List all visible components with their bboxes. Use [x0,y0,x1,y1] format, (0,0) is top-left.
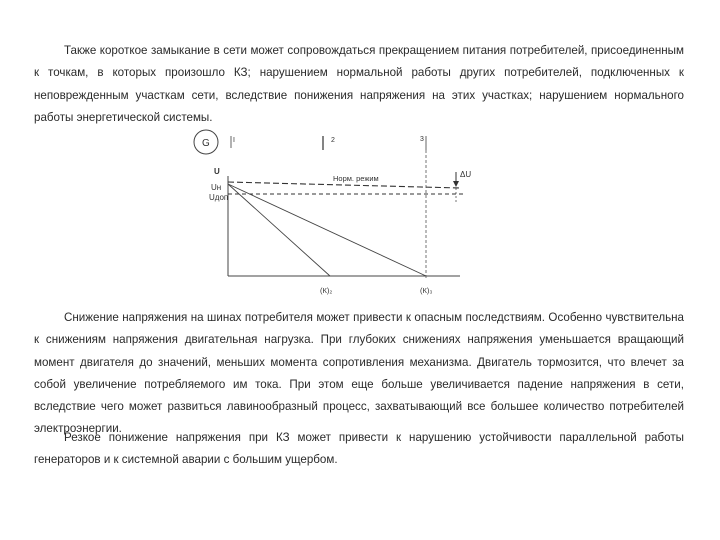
voltage-profile-diagram [180,128,480,300]
paragraph-voltage-drop: Снижение напряжения на шинах потребителя может привести к опасным последствиям. Особенно чувствительна к снижениям напряжения двигательная нагрузка. При глубоких снижениях напряжения уменьшается вращающий момент двигателя до значений, меньших момента сопротивления механизма. Двигатель тормозится, что влечет за собой увеличение потребляемого им тока. При этом еще больше увеличивается падение напряжения в сети, вследствие чего может развиться лавинообразный процесс, захватывающий все большее количество потребителей электроэнергии. [34,311,684,436]
delta-u-arrowhead [453,181,459,187]
fault-k3-label: (К)₃ [420,286,433,295]
u-axis-label: U [214,167,220,176]
u-min-label: Uдоп [209,193,229,202]
fault-k2-label: (К)₂ [320,286,333,295]
generator-label: G [202,138,210,149]
bus-label-1: I [233,137,235,144]
paragraph-stability: Резкое понижение напряжения при КЗ может привести к нарушению устойчивости параллельной работы генераторов и к системной аварии с большим ущербом. [34,431,684,467]
bus-label-3: 3 [420,136,424,143]
delta-u-label: ΔU [460,170,472,179]
fault-k3-line [228,184,426,276]
normal-mode-label: Норм. режим [333,174,379,183]
fault-k2-line [228,184,330,276]
u-rated-label: Uн [211,183,222,192]
paragraph-intro: Также короткое замыкание в сети может сопровождаться прекращением питания потребителей, присоединенным к точкам, в которых произошло КЗ; нарушением нормальной работы других потребителей, подключенных к неповрежденным участкам сети, вследствие понижения напряжения на этих участках; нарушением нормального работы энергетической системы. [34,44,684,124]
bus-label-2: 2 [331,137,335,144]
